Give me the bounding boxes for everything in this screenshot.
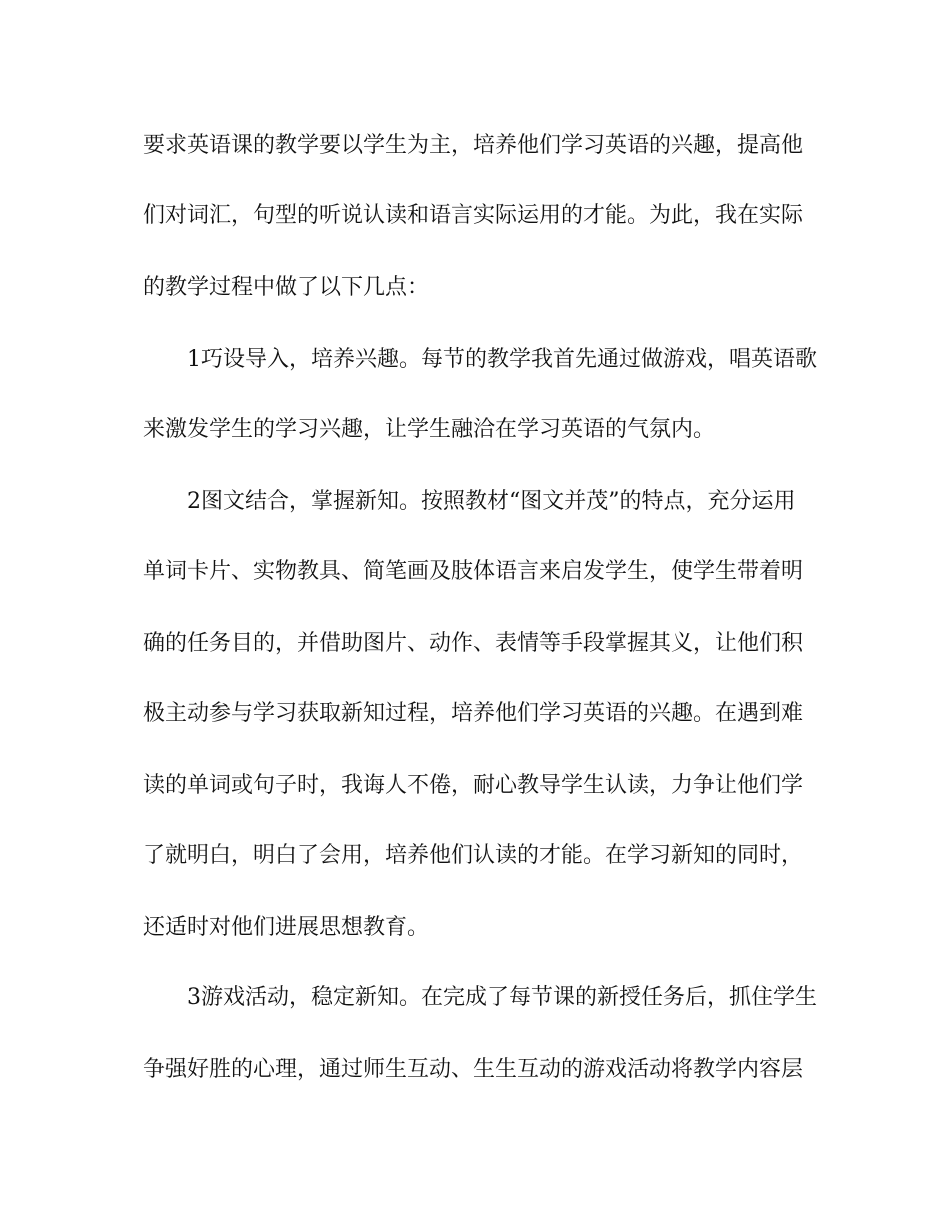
text-line-4: 1巧设导入，培养兴趣。每节的教学我首先通过做游戏，唱英语歌: [187, 347, 817, 372]
text-line-3: 的教学过程中做了以下几点：: [143, 275, 430, 300]
text-line-2: 们对词汇，句型的听说认读和语言实际运用的才能。为此，我在实际: [143, 203, 804, 228]
text-line-9: 极主动参与学习获取新知过程，培养他们学习英语的兴趣。在遇到难: [143, 701, 804, 726]
text-line-6: 2图文结合，掌握新知。按照教材“图文并茂”的特点，充分运用: [187, 489, 796, 514]
text-line-1: 要求英语课的教学要以学生为主，培养他们学习英语的兴趣，提高他: [143, 133, 804, 158]
text-line-5: 来激发学生的学习兴趣，让学生融洽在学习英语的气氛内。: [143, 417, 716, 442]
text-line-12: 还适时对他们进展思想教育。: [143, 915, 430, 940]
text-line-8: 确的任务目的，并借助图片、动作、表情等手段掌握其义，让他们积: [143, 631, 804, 656]
text-line-13: 3游戏活动，稳定新知。在完成了每节课的新授任务后，抓住学生: [187, 985, 817, 1010]
text-line-14: 争强好胜的心理，通过师生互动、生生互动的游戏活动将教学内容层: [143, 1057, 804, 1082]
text-line-11: 了就明白，明白了会用，培养他们认读的才能。在学习新知的同时，: [143, 843, 804, 868]
text-line-7: 单词卡片、实物教具、简笔画及肢体语言来启发学生，使学生带着明: [143, 559, 804, 584]
text-line-10: 读的单词或句子时，我诲人不倦，耐心教导学生认读，力争让他们学: [143, 773, 804, 798]
